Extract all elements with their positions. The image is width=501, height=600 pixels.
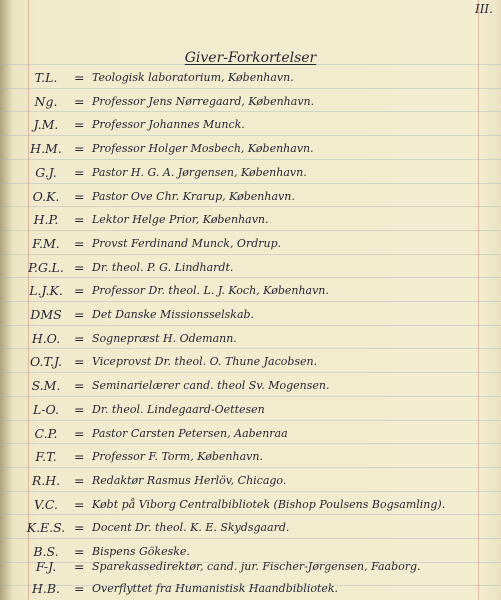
entry-abbreviation: O.K.: [32, 188, 60, 204]
entry-definition: Pastor Ove Chr. Krarup, København.: [92, 189, 295, 203]
heading-text: Giver-Forkortelser: [184, 50, 317, 66]
ruled-line: [0, 301, 501, 302]
entry-separator: =: [74, 581, 85, 596]
list-entry: [0, 424, 501, 442]
list-entry: [0, 68, 501, 86]
entry-abbreviation: L.J.K.: [29, 283, 63, 299]
list-entry: [0, 352, 501, 370]
entry-abbreviation: J.M.: [33, 117, 59, 133]
entry-abbreviation: V.C.: [34, 496, 58, 512]
entry-definition: Seminarielærer cand. theol Sv. Mogensen.: [92, 379, 330, 393]
entry-separator: =: [74, 93, 85, 109]
page-number: III.: [474, 2, 493, 16]
entry-definition: Købt på Viborg Centralbibliotek (Bishop Poulsens Bogsamling).: [92, 497, 446, 511]
entry-separator: =: [74, 330, 85, 346]
entry-separator: =: [74, 425, 85, 441]
ruled-line: [0, 183, 501, 184]
entry-definition: Professor Jens Nørregaard, København.: [92, 94, 315, 108]
ruled-line: [0, 325, 501, 326]
entry-definition: Dr. theol. P. G. Lindhardt.: [92, 260, 234, 274]
entry-definition: Pastor Carsten Petersen, Aabenraa: [92, 426, 288, 440]
entry-definition: Redaktør Rasmus Herlöv, Chicago.: [92, 473, 287, 487]
list-entry: [0, 258, 501, 276]
ruled-line: [0, 159, 501, 160]
entry-definition: Overflyttet fra Humanistisk Haandbibliotek.: [92, 582, 339, 595]
entry-abbreviation: H.P.: [33, 212, 59, 228]
entry-definition: Pastor H. G. A. Jørgensen, København.: [92, 165, 307, 179]
entry-abbreviation: H.B.: [31, 581, 61, 596]
entry-separator: =: [74, 307, 85, 322]
entry-separator: =: [74, 354, 85, 370]
entry-abbreviation: DMS: [30, 307, 62, 322]
entry-abbreviation: H.M.: [30, 141, 62, 157]
entry-abbreviation: G.J.: [35, 164, 57, 180]
entry-definition: Provst Ferdinand Munck, Ordrup.: [92, 236, 282, 250]
entry-separator: =: [74, 378, 85, 394]
ruled-line: [0, 443, 501, 444]
entry-separator: =: [74, 496, 85, 512]
list-entry: [0, 139, 501, 157]
ruled-line: [0, 396, 501, 397]
entry-definition: Professor Johannes Munck.: [92, 118, 245, 132]
entry-separator: =: [74, 559, 85, 574]
entry-separator: =: [74, 520, 85, 536]
list-entry: [0, 115, 501, 133]
list-entry: [0, 92, 501, 110]
list-entry: [0, 210, 501, 228]
entry-abbreviation: L-O.: [32, 401, 59, 417]
entry-abbreviation: R.H.: [31, 472, 61, 488]
entry-separator: =: [74, 70, 85, 85]
ruled-line: [0, 206, 501, 207]
list-entry: [0, 471, 501, 489]
entry-separator: =: [74, 544, 85, 559]
entry-separator: =: [74, 164, 85, 180]
entry-abbreviation: Ng.: [34, 93, 58, 109]
ruled-line: [0, 230, 501, 231]
entry-abbreviation: P.G.L.: [28, 259, 64, 275]
entry-separator: =: [74, 283, 85, 299]
entry-separator: =: [74, 212, 85, 228]
entry-separator: =: [74, 259, 85, 275]
entry-abbreviation: F.T.: [35, 449, 57, 465]
entry-definition: Teologisk laboratorium, København.: [92, 71, 294, 84]
ruled-line: [0, 277, 501, 278]
entry-abbreviation: C.P.: [34, 425, 58, 441]
entry-definition: Lektor Helge Prior, København.: [92, 213, 269, 227]
entry-definition: Professor F. Torm, København.: [92, 450, 263, 464]
entry-abbreviation: F.M.: [32, 235, 60, 251]
entry-definition: Viceprovst Dr. theol. O. Thune Jacobsen.: [92, 355, 318, 369]
entry-separator: =: [74, 188, 85, 204]
list-entry: [0, 400, 501, 418]
list-entry: [0, 376, 501, 394]
list-entry: [0, 305, 501, 323]
entry-definition: Professor Dr. theol. L. J. Koch, København.: [92, 284, 329, 298]
ruled-line: [0, 467, 501, 468]
entry-definition: Professor Holger Mosbech, København.: [92, 142, 314, 156]
entry-definition: Docent Dr. theol. K. E. Skydsgaard.: [92, 521, 290, 535]
ruled-line: [0, 88, 501, 89]
entry-separator: =: [74, 235, 85, 251]
entry-definition: Det Danske Missionsselskab.: [92, 308, 255, 321]
entry-separator: =: [74, 449, 85, 465]
entry-abbreviation: K.E.S.: [26, 520, 66, 536]
ruled-line: [0, 348, 501, 349]
ruled-line: [0, 420, 501, 421]
entry-abbreviation: T.L.: [34, 70, 58, 85]
page-heading: [0, 50, 501, 66]
entry-abbreviation: H.O.: [31, 330, 61, 346]
list-entry: [0, 447, 501, 465]
entry-abbreviation: F-J.: [35, 559, 57, 574]
entry-separator: =: [74, 141, 85, 157]
ruled-line: [0, 111, 501, 112]
entry-definition: Sparekassedirektør, cand. jur. Fischer-Jørgensen, Faaborg.: [92, 560, 421, 573]
entry-abbreviation: B.S.: [33, 544, 59, 559]
list-entry: [0, 163, 501, 181]
ruled-line: [0, 135, 501, 136]
entry-abbreviation: O.T.J.: [30, 354, 62, 370]
entry-definition: Dr. theol. Lindegaard-Oettesen: [92, 402, 265, 416]
entry-abbreviation: S.M.: [31, 378, 61, 394]
entry-separator: =: [74, 401, 85, 417]
list-entry: [0, 557, 501, 575]
list-entry: [0, 329, 501, 347]
entry-separator: =: [74, 472, 85, 488]
list-entry: [0, 495, 501, 513]
ruled-line: [0, 372, 501, 373]
list-entry: [0, 518, 501, 536]
ruled-line: [0, 491, 501, 492]
list-entry: [0, 234, 501, 252]
entry-separator: =: [74, 117, 85, 133]
list-entry: [0, 281, 501, 299]
entry-definition: Sognepræst H. Odemann.: [92, 331, 237, 345]
list-entry: [0, 187, 501, 205]
entry-definition: Bispens Gökeske.: [92, 545, 190, 558]
ruled-line: [0, 254, 501, 255]
list-entry: [0, 579, 501, 597]
ruled-line: [0, 514, 501, 515]
ruled-line: [0, 538, 501, 539]
